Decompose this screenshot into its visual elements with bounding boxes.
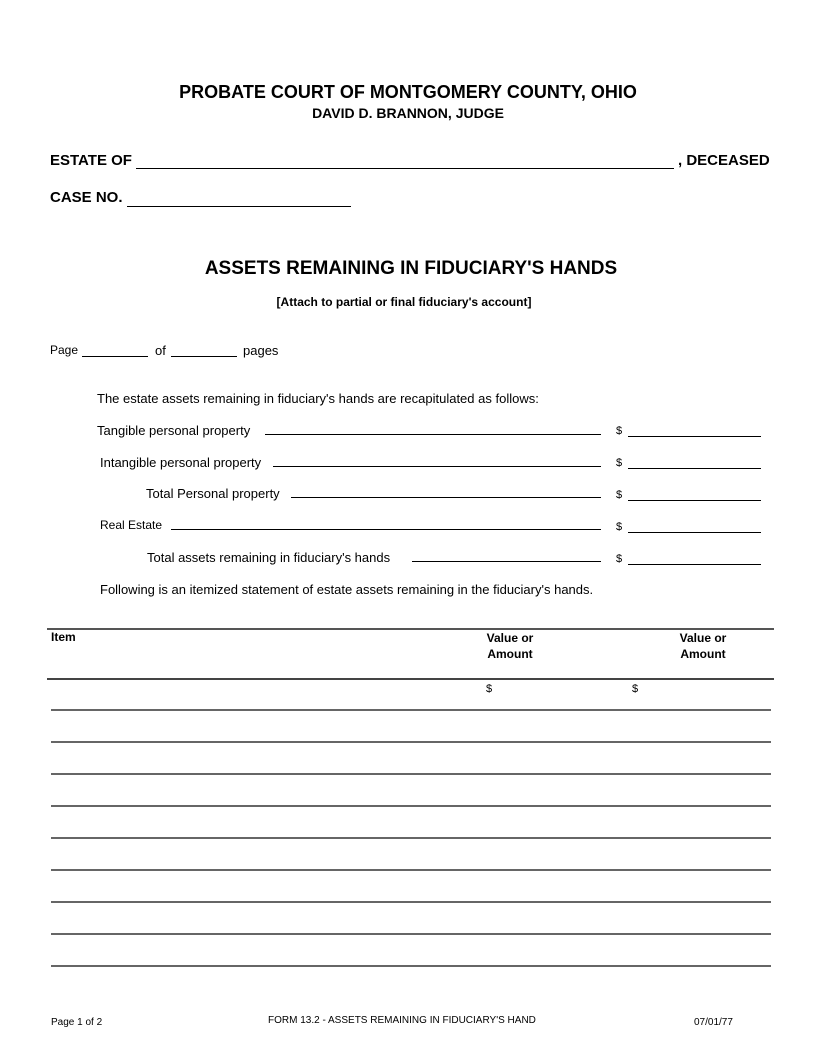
dollar-sign: $ (616, 425, 623, 437)
dollar-sign: $ (616, 553, 623, 565)
recap-amount-field[interactable] (628, 532, 761, 533)
case-number-field[interactable] (127, 206, 351, 207)
table-row[interactable] (51, 709, 771, 711)
table-row[interactable] (51, 965, 771, 967)
deceased-label: , DECEASED (678, 152, 770, 169)
itemized-intro: Following is an itemized statement of estate assets remaining in the fiduciary's hands. (100, 582, 594, 597)
recap-amount-field[interactable] (628, 500, 761, 501)
recap-label: Intangible personal property (100, 455, 262, 470)
form-title: ASSETS REMAINING IN FIDUCIARY'S HANDS (204, 258, 618, 279)
recap-leader (412, 561, 601, 562)
dollar-sign: $ (632, 683, 639, 695)
estate-field[interactable] (136, 168, 674, 169)
footer-form: FORM 13.2 - ASSETS REMAINING IN FIDUCIARY'S HAND (268, 1015, 536, 1026)
recap-label: Real Estate (100, 518, 163, 532)
recap-label: Total Personal property (146, 486, 280, 501)
dollar-sign: $ (616, 457, 623, 469)
header-value-2: Value or Amount (679, 631, 727, 661)
court-name: PROBATE COURT OF MONTGOMERY COUNTY, OHIO (179, 82, 637, 102)
header-value-1: Value or Amount (486, 631, 534, 661)
dollar-sign: $ (616, 489, 623, 501)
table-row[interactable] (51, 901, 771, 903)
dollar-sign: $ (486, 683, 493, 695)
recap-amount-field[interactable] (628, 564, 761, 565)
table-row[interactable] (51, 837, 771, 839)
header-bottom-rule (47, 678, 774, 680)
recap-label: Total assets remaining in fiduciary's hands (147, 550, 391, 565)
total-pages-field[interactable] (171, 356, 237, 357)
recap-leader (171, 529, 601, 530)
recap-intro: The estate assets remaining in fiduciary's hands are recapitulated as follows: (97, 391, 539, 406)
recap-leader (291, 497, 601, 498)
recap-leader (265, 434, 601, 435)
header-item: Item (51, 630, 76, 644)
form-subtitle: [Attach to partial or final fiduciary's account] (276, 295, 532, 309)
table-row[interactable] (51, 805, 771, 807)
pages-label: pages (243, 343, 279, 358)
judge-name: DAVID D. BRANNON, JUDGE (312, 105, 504, 121)
page-number-field[interactable] (82, 356, 148, 357)
page-label: Page (50, 343, 79, 357)
table-row[interactable] (51, 869, 771, 871)
recap-label: Tangible personal property (97, 423, 251, 438)
recap-amount-field[interactable] (628, 436, 761, 437)
recap-leader (273, 466, 601, 467)
recap-amount-field[interactable] (628, 468, 761, 469)
footer-date: 07/01/77 (694, 1017, 733, 1028)
table-row[interactable] (51, 741, 771, 743)
case-label: CASE NO. (50, 189, 123, 206)
dollar-sign: $ (616, 521, 623, 533)
table-row[interactable] (51, 933, 771, 935)
estate-label: ESTATE OF (50, 152, 132, 169)
of-label: of (155, 343, 166, 358)
footer-page: Page 1 of 2 (51, 1017, 103, 1028)
table-row[interactable] (51, 773, 771, 775)
